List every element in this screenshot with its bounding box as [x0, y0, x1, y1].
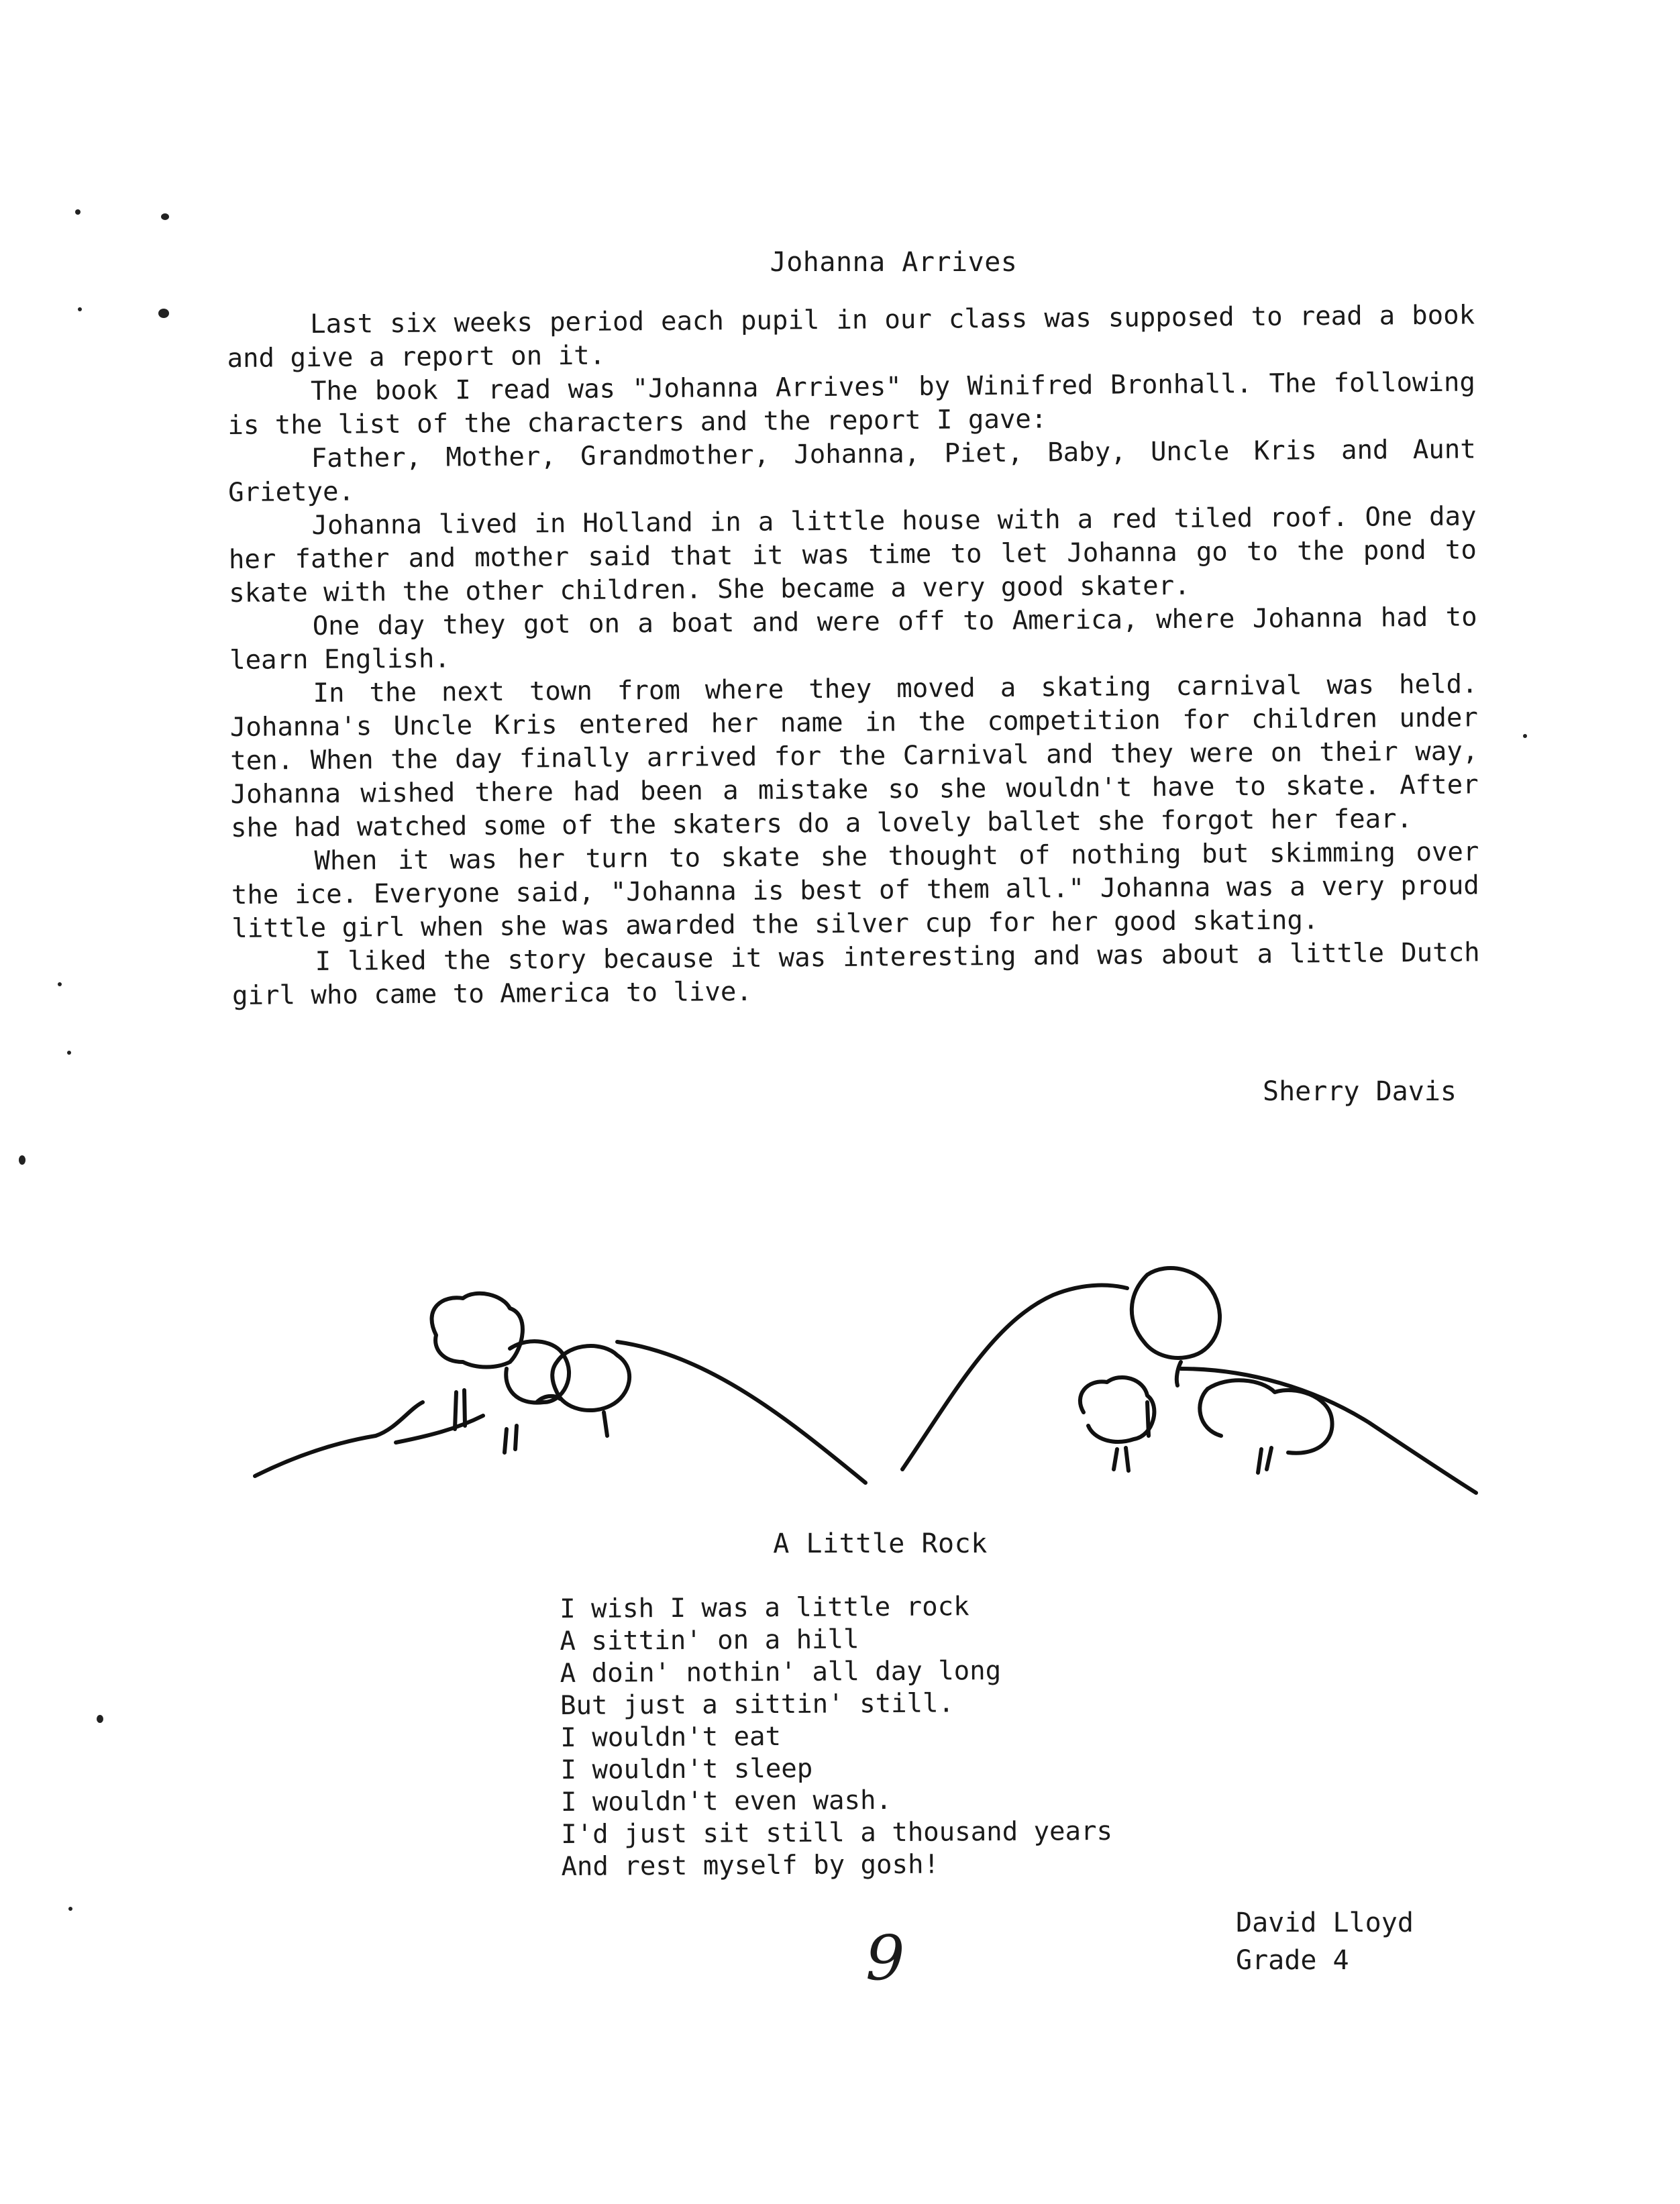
scan-speck — [58, 982, 62, 986]
poem-line: And rest myself by gosh! — [561, 1849, 940, 1882]
report-paragraph: The book I read was "Johanna Arrives" by Winifred Bronhall. The following is the list of the characters and the report I gave: — [227, 367, 1476, 441]
poem-line: But just a sittin' still. — [560, 1688, 955, 1721]
poem-author-block — [1236, 1904, 1414, 1979]
report-title: Johanna Arrives — [770, 247, 1018, 278]
report-paragraph: Father, Mother, Grandmother, Johanna, Piet, Baby, Uncle Kris and Aunt Grietye. — [227, 434, 1476, 508]
poem-line: A sittin' on a hill — [560, 1624, 859, 1657]
scan-speck — [161, 213, 169, 220]
scan-speck — [75, 209, 81, 215]
report-body — [227, 299, 1480, 1013]
scan-speck — [1523, 734, 1527, 738]
report-paragraph: In the next town from where they moved a skating carnival was held. Johanna's Uncle Kris entered her name in the competition for children under ten. When the day finally arrived for the Carnival and they were on their way, Johanna wished there had been a mistake so she wouldn't have to skate. After she had watched some of the skaters do a lovely ballet she forgot her fear. — [229, 669, 1479, 843]
report-paragraph: I liked the story because it was interesting and was about a little Dutch girl who came to America to live. — [231, 937, 1480, 1011]
scan-speck — [158, 309, 169, 318]
page-number: 9 — [865, 1922, 905, 1994]
poem-line: A doin' nothin' all day long — [560, 1655, 1002, 1689]
report-author: Sherry Davis — [1263, 1076, 1457, 1107]
scan-speck — [67, 1051, 71, 1055]
poem-body — [560, 1590, 1112, 1883]
poem-line: I wouldn't sleep — [560, 1753, 813, 1785]
scan-speck — [97, 1715, 103, 1723]
poem-grade: Grade 4 — [1236, 1945, 1349, 1976]
hills-trees-illustration — [242, 1235, 1503, 1503]
scan-speck — [68, 1907, 72, 1911]
report-paragraph: One day they got on a boat and were off to America, where Johanna had to learn English. — [229, 602, 1477, 676]
report-paragraph: Last six weeks period each pupil in our class was supposed to read a book and give a report on it. — [227, 300, 1475, 374]
poem-line: I'd just sit still a thousand years — [561, 1816, 1113, 1850]
poem-author: David Lloyd — [1236, 1907, 1414, 1938]
report-paragraph: When it was her turn to skate she thought of nothing but skimming over the ice. Everyone said, "Johanna is best of them all." Johanna was a very proud little girl when she was awarded the silver cup for her good skating. — [231, 837, 1479, 944]
poem-line: I wish I was a little rock — [560, 1591, 969, 1624]
poem-title: A Little Rock — [773, 1528, 988, 1559]
poem-line: I wouldn't eat — [560, 1721, 782, 1753]
scan-speck — [78, 307, 82, 311]
report-paragraph: Johanna lived in Holland in a little house with a red tiled roof. One day her father and mother said that it was time to let Johanna go to the pond to skate with the other children. She became a very good skater. — [228, 501, 1477, 609]
scan-speck — [19, 1155, 25, 1165]
poem-line: I wouldn't even wash. — [560, 1785, 892, 1818]
